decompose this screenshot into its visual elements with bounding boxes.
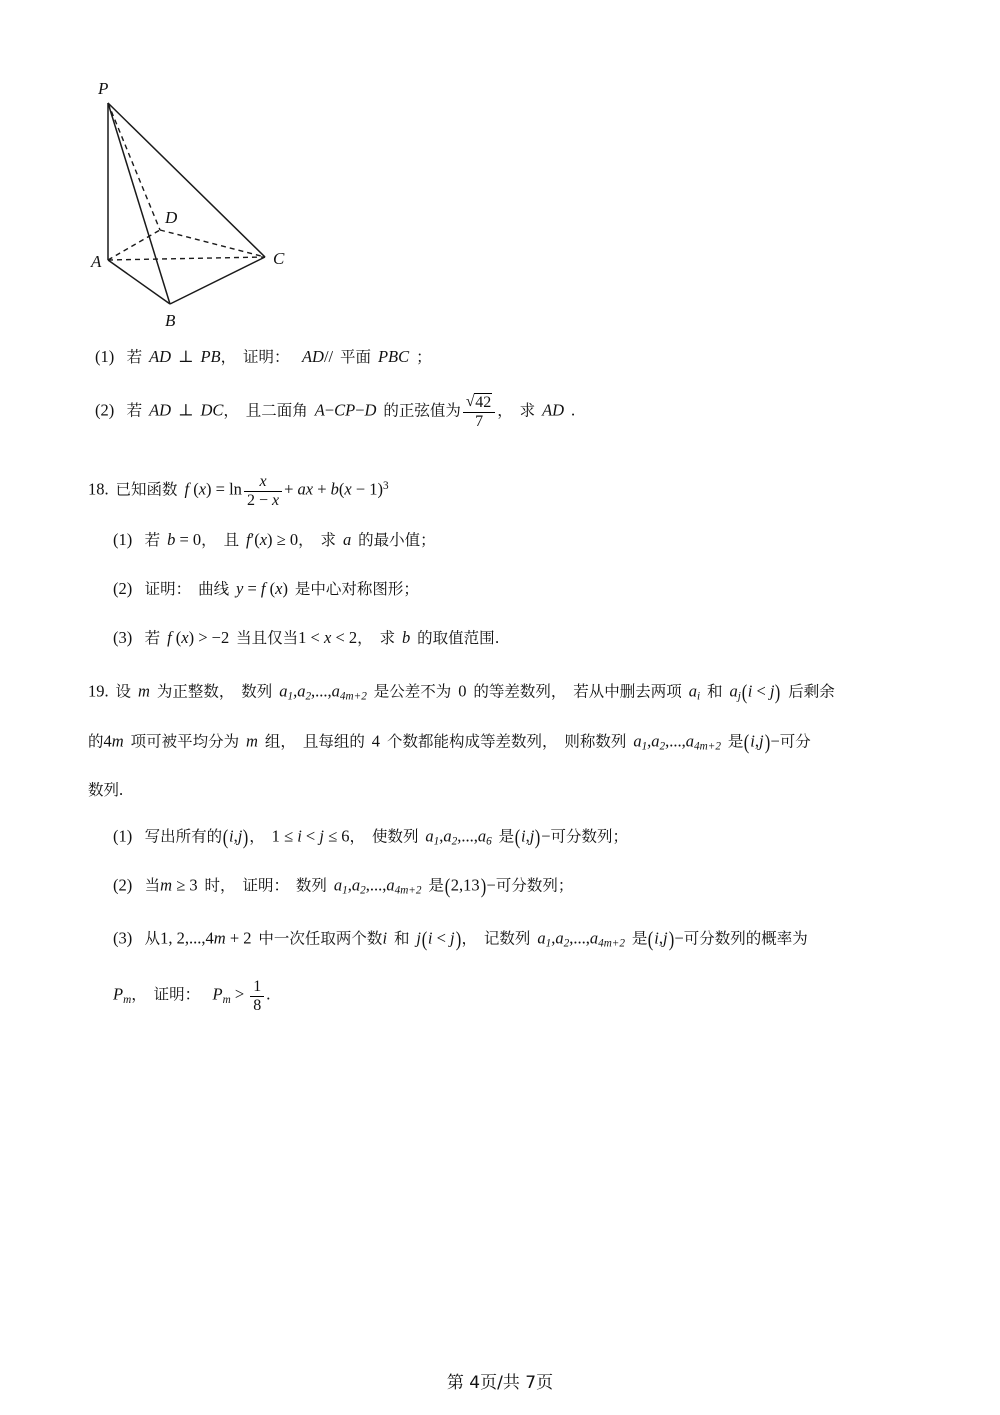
problem18-item-1: (1) 若 b = 0， 且 f′(x) ≥ 0， 求 a 的最小值； bbox=[113, 530, 436, 549]
vertex-label-A: A bbox=[91, 252, 102, 271]
item-marker: (3) bbox=[113, 628, 133, 647]
problem17-item-1: (1) 若 AD ⊥ PB， 证明： AD// 平面 PBC ； bbox=[95, 347, 432, 366]
item-marker: (2) bbox=[113, 875, 133, 895]
fraction-x-over-2-minus-x: $\frac{x}{2 - x}$ bbox=[244, 473, 282, 510]
problem19-stem-line2: 的4m 项可被平均分为 m 组， 且每组的 4 个数都能构成等差数列， 则称数列 $a_1,a_2,...,a_{4m+2}$ 是(i,j)−可分 bbox=[88, 731, 811, 754]
problem18-item-2: (2) 证明： 曲线 y = f (x) 是中心对称图形； bbox=[113, 579, 419, 598]
fraction-numerator: 1 bbox=[250, 978, 264, 997]
item-marker: (1) bbox=[95, 347, 115, 366]
tetrahedron-figure bbox=[70, 60, 400, 340]
problem18-stem: 18. 已知函数 f (x) = ln $\frac{x}{2 - x}$ + ax + $b(x - 1)^3$ bbox=[88, 473, 389, 509]
vertex-label-D: D bbox=[165, 208, 178, 227]
problem19-item-1: (1) 写出所有的(i,j)， 1 ≤ i < j ≤ 6， 使数列 $a_1,a_2,...,a_6$ 是(i,j)−可分数列； bbox=[113, 826, 629, 849]
item-marker: (2) bbox=[95, 400, 115, 420]
problem-number: 18. bbox=[88, 479, 109, 499]
problem17-item-2: (2) 若 AD ⊥ DC， 且二面角 A−CP−D 的正弦值为 √ $\frac{42}{7}$ ， 求 AD . bbox=[95, 393, 575, 431]
solid-edges bbox=[108, 103, 265, 304]
problem19-item-3-line2: $P_m$， 证明： $P_m$ > $\frac{1}{8}$ . bbox=[113, 978, 271, 1014]
vertex-label-C: C bbox=[273, 249, 285, 268]
page-footer: 第 4页/共 7页 bbox=[446, 1373, 554, 1393]
problem19-item-3-line1: (3) 从1, 2,...,4m + 2 中一次任取两个数i 和 j(i < j)， 记数列 $a_1,a_2,...,a_{4m+2}$ 是(i,j)−可分数列的概率为 bbox=[113, 928, 808, 951]
problem19-stem-line1: 19. 设 m 为正整数， 数列 $a_1,a_2,...,a_{4m+2}$ 是公差不为 0 的等差数列， 若从中删去两项 $a_i$ 和 $a_j(i < j)$ 后剩余 bbox=[88, 681, 835, 704]
fraction-denominator: 8 bbox=[253, 996, 262, 1014]
problem18-item-3: (3) 若 f (x) > −2 当且仅当1 < x < 2， 求 b 的取值范围. bbox=[113, 628, 500, 647]
item-marker: (1) bbox=[113, 826, 133, 846]
problem19-item-2: (2) 当m ≥ 3 时， 证明： 数列 $a_1,a_2,...,a_{4m+2}$ 是(2,13)−可分数列； bbox=[113, 875, 574, 898]
problem-number: 19. bbox=[88, 681, 109, 701]
vertex-label-P: P bbox=[98, 79, 109, 98]
item-marker: (3) bbox=[113, 928, 133, 948]
fraction-one-eighth bbox=[250, 978, 264, 1015]
fraction-sqrt42-over-7: √ $\frac{42}{7}$ bbox=[463, 393, 495, 431]
item-marker: (2) bbox=[113, 579, 133, 598]
vertex-label-B: B bbox=[165, 311, 176, 330]
tetrahedron-svg bbox=[70, 60, 400, 340]
problem19-stem-line3: 数列. bbox=[88, 780, 124, 799]
item-marker: (1) bbox=[113, 530, 133, 549]
